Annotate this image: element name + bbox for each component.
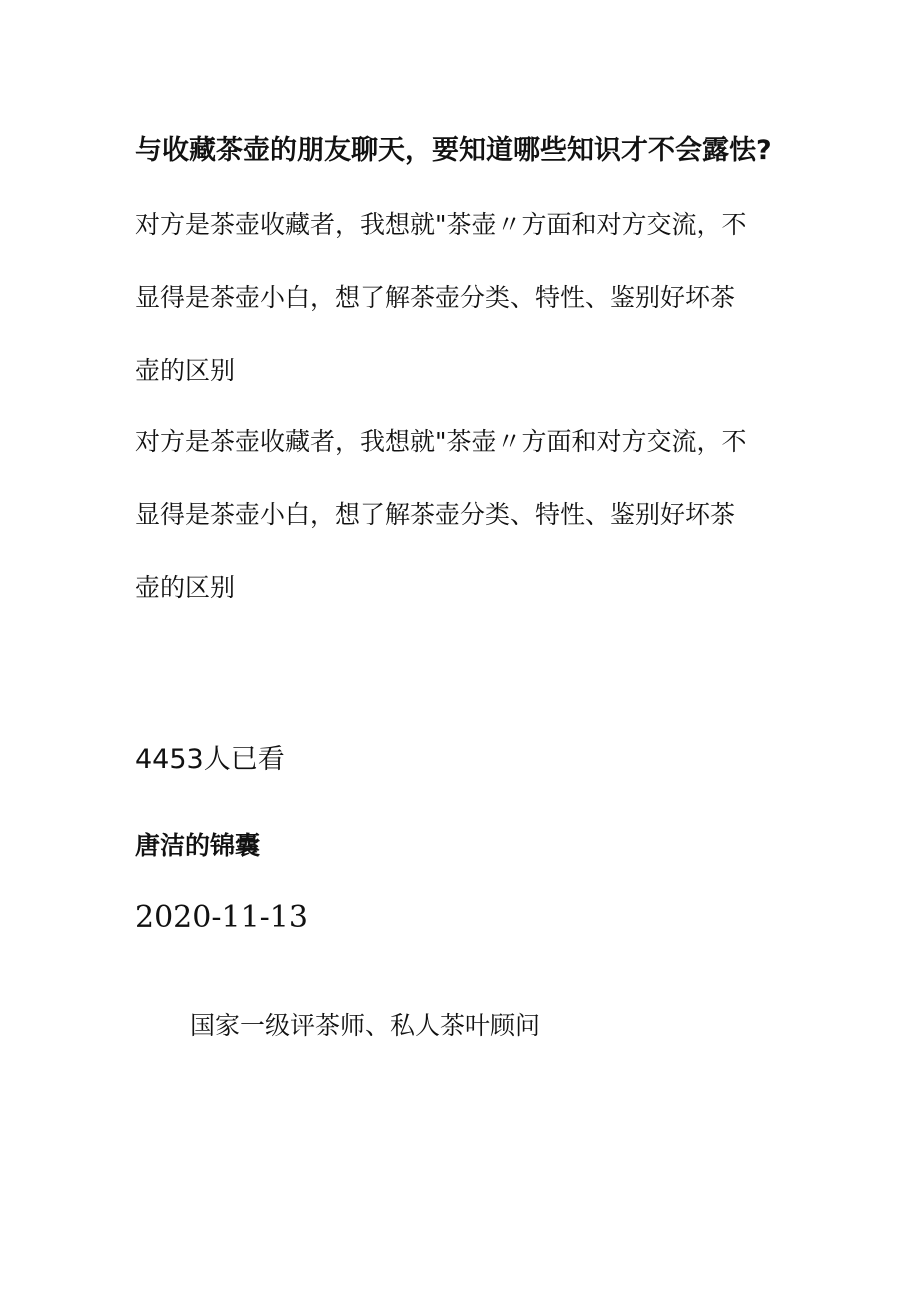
paragraph-line: 壶的区别 [135, 573, 236, 602]
paragraph-line: 显得是茶壶小白，想了解茶壶分类、特性、鉴别好坏茶 [135, 283, 736, 312]
author-bio: 国家一级评茶师、私人茶叶顾问 [190, 1011, 541, 1040]
question-description-paragraph [135, 188, 785, 407]
paragraph-line: 对方是茶壶收藏者，我想就"茶壶〃方面和对方交流，不 [135, 427, 747, 456]
question-description-paragraph-repeat [135, 405, 785, 624]
paragraph-line: 对方是茶壶收藏者，我想就"茶壶〃方面和对方交流，不 [135, 210, 747, 239]
question-title: 与收藏茶壶的朋友聊天，要知道哪些知识才不会露怯? [135, 135, 772, 166]
view-count: 4453人已看 [135, 744, 285, 775]
publish-date: 2020-11-13 [135, 900, 308, 935]
paragraph-line: 显得是茶壶小白，想了解茶壶分类、特性、鉴别好坏茶 [135, 500, 736, 529]
paragraph-line: 壶的区别 [135, 356, 236, 385]
author-name: 唐洁的锦囊 [135, 831, 261, 860]
